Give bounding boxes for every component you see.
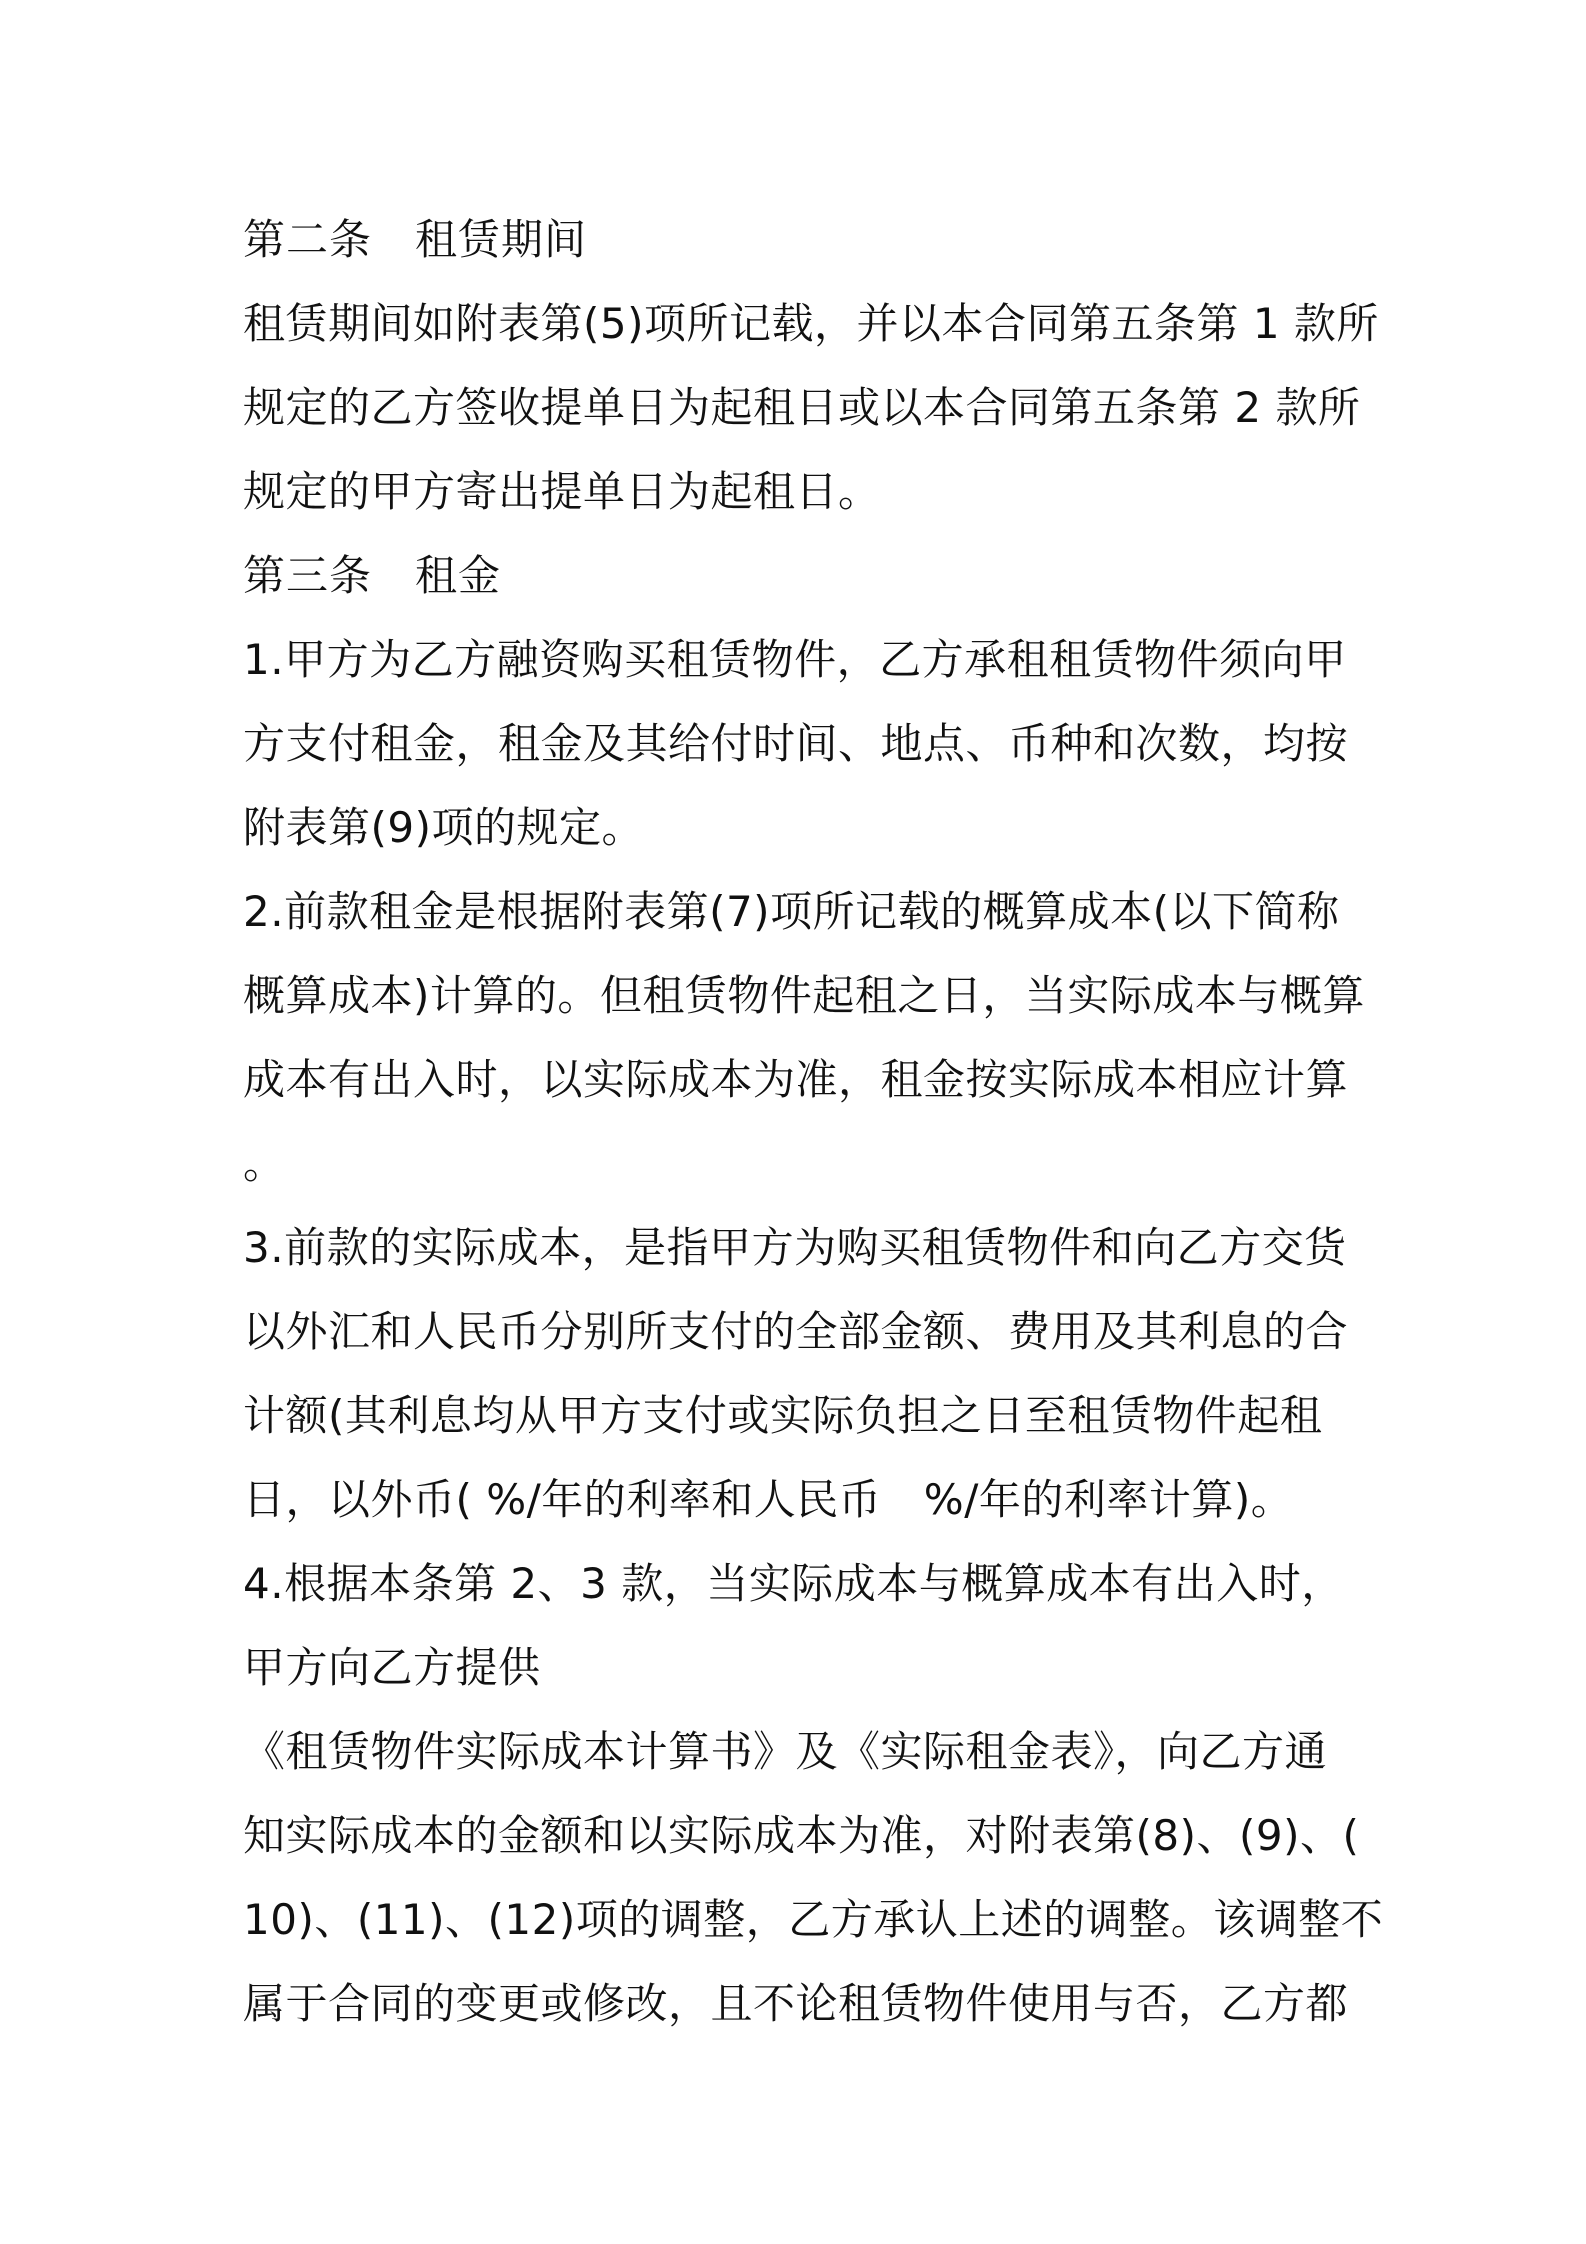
text-line: 10)、(11)、(12)项的调整，乙方承认上述的调整。该调整不	[243, 1895, 1384, 1944]
text-line: 规定的乙方签收提单日为起租日或以本合同第五条第 2 款所	[243, 383, 1361, 432]
text-line: 规定的甲方寄出提单日为起租日。	[243, 467, 881, 516]
text-line: 概算成本)计算的。但租赁物件起租之日，当实际成本与概算	[243, 971, 1365, 1020]
text-line: 《租赁物件实际成本计算书》及《实际租金表》，向乙方通	[243, 1727, 1328, 1776]
text-line: 租赁期间如附表第(5)项所记载，并以本合同第五条第 1 款所	[243, 299, 1379, 348]
text-line: 以外汇和人民币分别所支付的全部金额、费用及其利息的合	[243, 1307, 1349, 1356]
text-line: 1.甲方为乙方融资购买租赁物件，乙方承租租赁物件须向甲	[243, 635, 1347, 684]
text-line: 成本有出入时，以实际成本为准，租金按实际成本相应计算	[243, 1055, 1349, 1104]
text-line: 计额(其利息均从甲方支付或实际负担之日至租赁物件起租	[243, 1391, 1323, 1440]
text-line: 4.根据本条第 2、3 款，当实际成本与概算成本有出入时，	[243, 1559, 1344, 1608]
article-heading-3: 第三条 租金	[243, 551, 502, 600]
article-heading-2: 第二条 租赁期间	[243, 215, 588, 264]
text-line: 知实际成本的金额和以实际成本为准，对附表第(8)、(9)、(	[243, 1811, 1360, 1860]
text-line: 方支付租金，租金及其给付时间、地点、币种和次数，均按	[243, 719, 1349, 768]
text-line: 日，以外币( %/年的利率和人民币 %/年的利率计算)。	[243, 1475, 1294, 1524]
document-body	[243, 198, 1384, 2046]
text-line: 甲方向乙方提供	[243, 1643, 541, 1692]
text-line: 2.前款租金是根据附表第(7)项所记载的概算成本(以下简称	[243, 887, 1340, 936]
text-line: 3.前款的实际成本，是指甲方为购买租赁物件和向乙方交货	[243, 1223, 1347, 1272]
text-line: 附表第(9)项的规定。	[243, 803, 644, 852]
text-line: 。	[243, 1139, 286, 1188]
text-line: 属于合同的变更或修改，且不论租赁物件使用与否，乙方都	[243, 1979, 1349, 2028]
